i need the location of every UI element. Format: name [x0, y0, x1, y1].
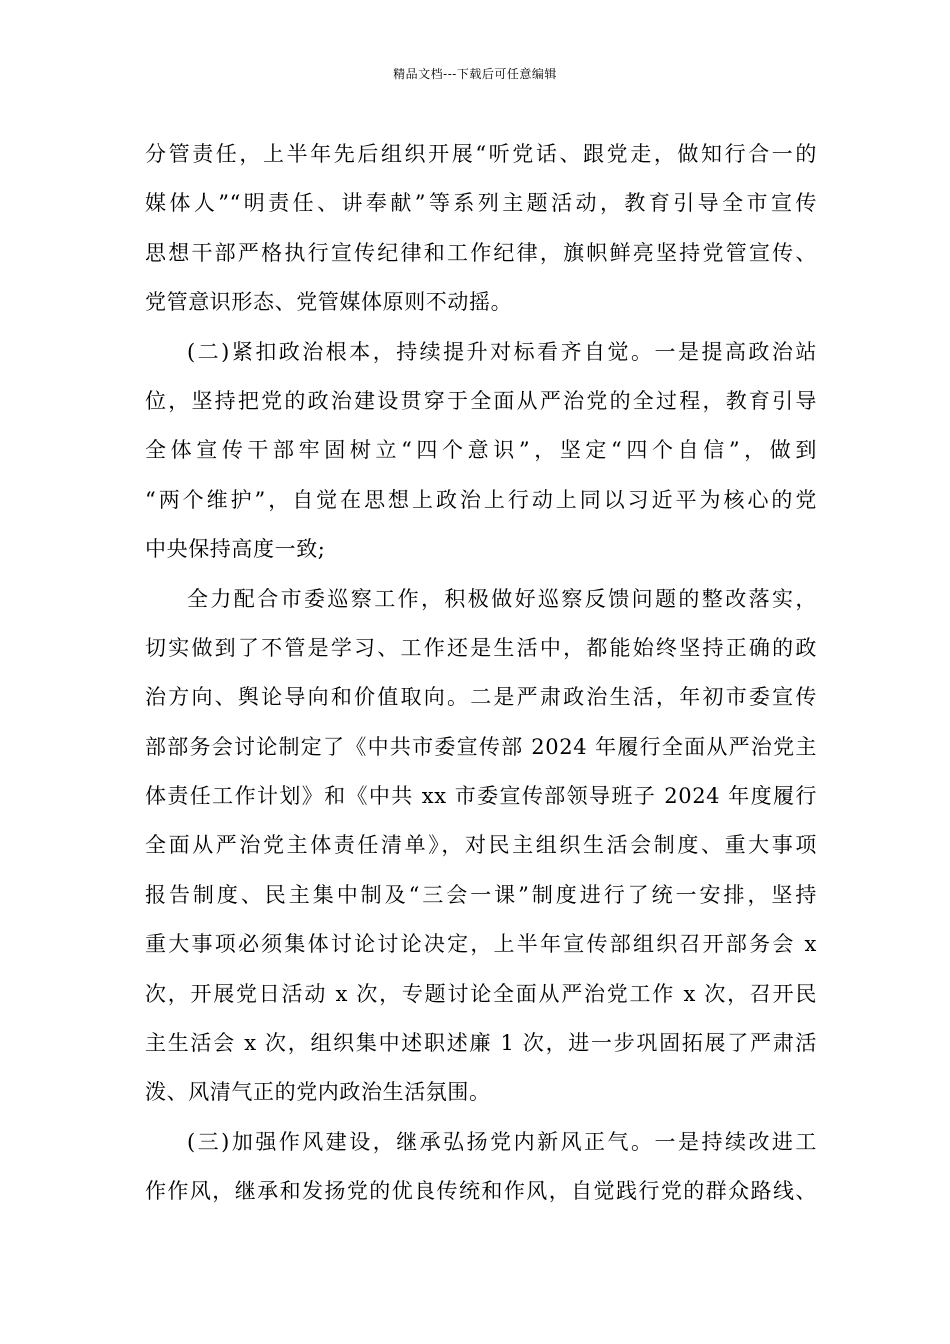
- text-line: 泼、风清气正的党内政治生活氛围。: [145, 1080, 491, 1105]
- page-header: 精品文档---下载后可任意编辑: [393, 67, 557, 81]
- text-line: “两个维护”，自觉在思想上政治上行动上同以习近平为核心的党: [145, 487, 817, 512]
- text-line: 思想干部严格执行宣传纪律和工作纪律，旗帜鲜亮坚持党管宣传、: [145, 240, 817, 265]
- text-line: 分管责任，上半年先后组织开展“听党话、跟党走，做知行合一的: [145, 142, 817, 166]
- text-line: (二)紧扣政治根本，持续提升对标看齐自觉。一是提高政治站: [187, 339, 817, 364]
- document-body: [145, 130, 817, 1217]
- text-line: (三)加强作风建设，继承弘扬党内新风正气。一是持续改进工: [187, 1129, 817, 1154]
- text-line: 全力配合市委巡察工作，积极做好巡察反馈问题的整改落实，: [187, 586, 817, 611]
- text-line: 治方向、舆论导向和价值取向。二是严肃政治生活，年初市委宣传: [145, 685, 817, 710]
- text-line: 全体宣传干部牢固树立“四个意识”，坚定“四个自信”，做到: [145, 438, 817, 463]
- text-line: 媒体人”“明责任、讲奉献”等系列主题活动，教育引导全市宣传: [145, 191, 817, 216]
- text-line: 报告制度、民主集中制及“三会一课”制度进行了统一安排，坚持: [145, 882, 817, 907]
- text-line: 位，坚持把党的政治建设贯穿于全面从严治党的全过程，教育引导: [145, 388, 817, 413]
- text-line: 切实做到了不管是学习、工作还是生活中，都能始终坚持正确的政: [145, 635, 817, 660]
- text-line: 主生活会 x 次，组织集中述职述廉 1 次，进一步巩固拓展了严肃活: [145, 1031, 817, 1056]
- text-line: 部部务会讨论制定了《中共市委宣传部 2024 年履行全面从严治党主: [145, 734, 817, 759]
- text-line: 重大事项必须集体讨论讨论决定，上半年宣传部组织召开部务会 x: [145, 932, 817, 957]
- text-line: 党管意识形态、党管媒体原则不动摇。: [145, 290, 513, 315]
- text-line: 全面从严治党主体责任清单》，对民主组织生活会制度、重大事项: [145, 833, 817, 858]
- text-line: 作作风，继承和发扬党的优良传统和作风，自觉践行党的群众路线、: [145, 1179, 817, 1204]
- text-line: 中央保持高度一致;: [145, 537, 326, 562]
- text-line: 次，开展党日活动 x 次，专题讨论全面从严治党工作 x 次，召开民: [145, 981, 817, 1006]
- text-line: 体责任工作计划》和《中共 xx 市委宣传部领导班子 2024 年度履行: [145, 784, 817, 809]
